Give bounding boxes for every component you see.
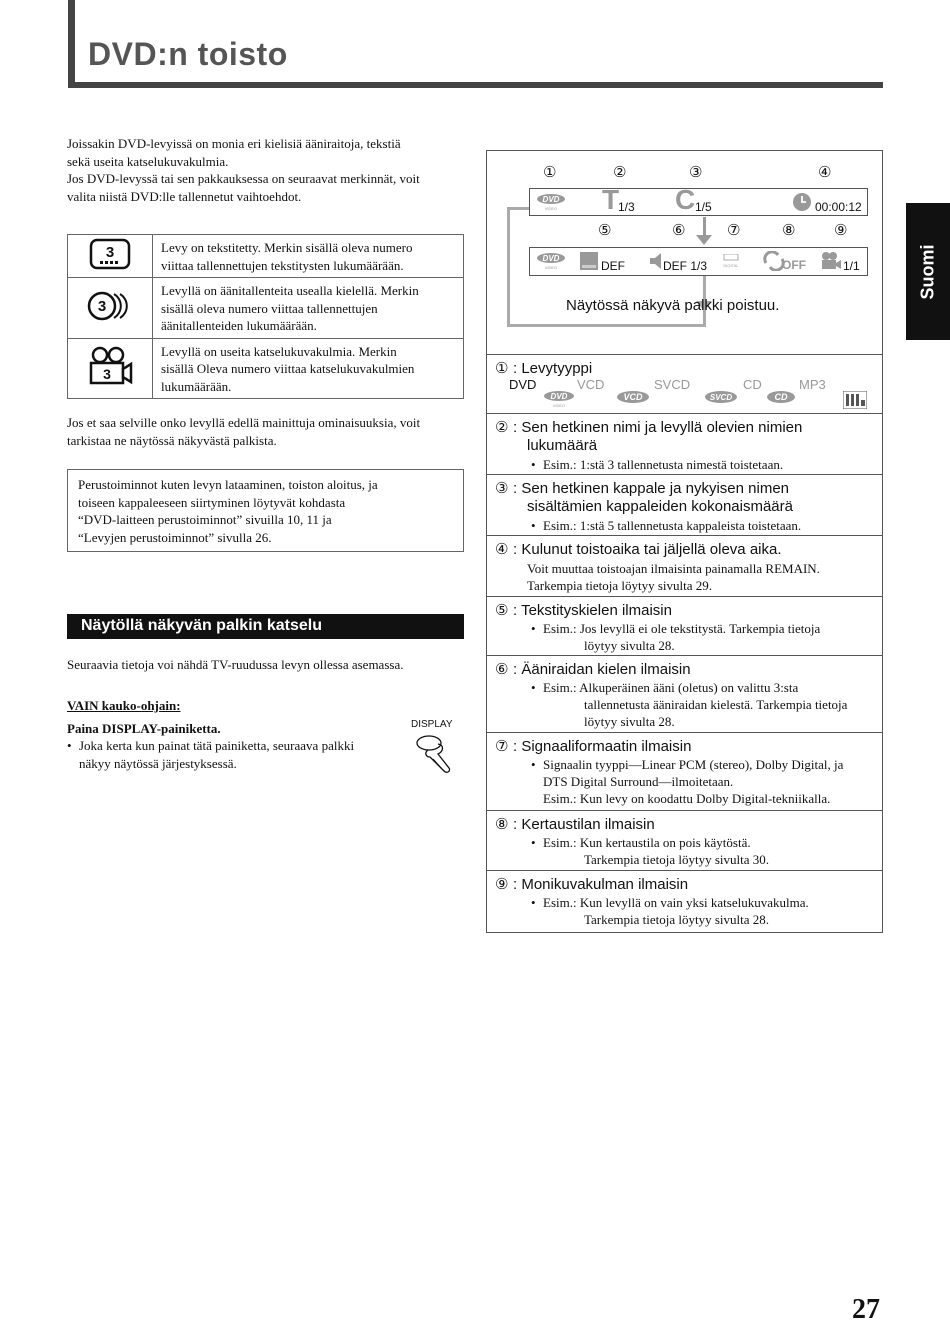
section-heading-text: Näytöllä näkyvän palkin katselu <box>81 617 322 634</box>
legend-item-9: ⑨ : Monikuvakulman ilmaisin • Esim.: Kun levyllä on vain yksi katselukuvakulma. Tarkempia tietoja löytyy sivulta 28. <box>487 870 882 933</box>
legend-number: ④ <box>495 540 509 558</box>
page-title: DVD:n toisto <box>88 36 288 72</box>
remote-only-label: VAIN kauko-ohjain: <box>67 698 181 713</box>
legend-heading: Kulunut toistoaika tai jäljellä oleva aika. <box>521 541 782 558</box>
display-button-label: DISPLAY <box>411 719 453 730</box>
svcd-disc-logo-icon <box>703 389 739 409</box>
osd-angle-value: 1/1 <box>843 259 860 273</box>
display-button-press-icon <box>414 731 458 775</box>
osd-title-value: 1/3 <box>618 200 635 214</box>
osd-caption: Näytössä näkyvä palkki poistuu. <box>566 297 780 314</box>
legend-example: Esim.: 1:stä 5 tallennetusta kappaleista toistetaan. <box>543 518 802 533</box>
clock-icon <box>792 192 812 212</box>
subtitle-indicator-icon <box>580 252 598 270</box>
legend-heading: Kertaustilan ilmaisin <box>521 816 655 833</box>
legend-item-5: ⑤ : Tekstityskielen ilmaisin • Esim.: Jos levyllä ei ole tekstitystä. Tarkempia tietoja löytyy sivulta 28. <box>487 596 882 656</box>
mp3-icon <box>843 391 867 409</box>
legend-text: Signaalin tyyppi—Linear PCM (stereo), Dolby Digital, ja <box>543 757 844 772</box>
table-row <box>68 338 464 399</box>
legend-number: ① <box>495 359 509 377</box>
note-line: Perustoiminnot kuten levyn lataaminen, toiston aloitus, ja <box>78 477 378 492</box>
legend-text: Voit muuttaa toistoajan ilmaisinta painamalla REMAIN. <box>527 561 820 576</box>
svg-text:DIGITAL: DIGITAL <box>723 263 739 268</box>
dvd-video-logo-icon <box>536 192 566 212</box>
svg-text:DVD: DVD <box>542 254 560 263</box>
flow-line <box>507 324 706 327</box>
legend-heading: Sen hetkinen nimi ja levyllä olevien nimien <box>521 419 803 436</box>
camera-angle-icon <box>820 251 842 271</box>
osd-subtitle-value: DEF <box>601 259 625 273</box>
legend-item-2: ② : Sen hetkinen nimi ja levyllä olevien nimien lukumäärä • Esim.: 1:stä 3 tallennetusta nimestä toistetaan. <box>487 413 882 475</box>
table-row <box>68 278 464 339</box>
legend-number: ⑥ <box>495 660 509 678</box>
intro-line: Joissakin DVD-levyissä on monia eri kielisiä ääniraitoja, tekstiä <box>67 136 401 151</box>
intro-line: Jos DVD-levyssä tai sen pakkauksessa on seuraavat merkinnät, voit <box>67 171 420 186</box>
legend-example: Tarkempia tietoja löytyy sivulta 30. <box>584 852 770 867</box>
marker-5: ⑤ <box>598 221 612 239</box>
bullet-line: Joka kerta kun painat tätä painiketta, seuraava palkki <box>79 738 355 753</box>
note-line: toiseen kappaleeseen siirtyminen löytyvät kohdasta <box>78 494 346 510</box>
page-number: 27 <box>852 1294 880 1325</box>
legend-number: ⑧ <box>495 815 509 833</box>
legend-item-7: ⑦ : Signaaliformaatin ilmaisin • Signaalin tyyppi—Linear PCM (stereo), Dolby Digital, ja DTS Digital Surround—ilmoitetaan. Esim.: Kun levy on koodattu Dolby Digital-tekniikalla. <box>487 732 882 811</box>
legend-heading: Signaaliformaatin ilmaisin <box>521 738 692 755</box>
osd-chapter-value: 1/5 <box>695 200 712 214</box>
dvd-video-logo-icon <box>536 251 566 271</box>
display-bar-panel <box>486 150 883 933</box>
legend-example: löytyy sivulta 28. <box>584 714 675 729</box>
legend-number: ⑨ <box>495 875 509 893</box>
feature-description-line: Levy on tekstitetty. Merkin sisällä oleva numero <box>161 240 413 255</box>
bullet-line: näkyy näytössä järjestyksessä. <box>79 755 237 771</box>
onscreen-bar-2 <box>529 247 868 276</box>
legend-item-4: ④ : Kulunut toistoaika tai jäljellä oleva aika. Voit muuttaa toistoajan ilmaisinta painamalla REMAIN. Tarkempia tietoja löytyy sivulta 29. <box>487 535 882 597</box>
legend-example: Esim.: 1:stä 3 tallennetusta nimestä toistetaan. <box>543 457 784 472</box>
table-row <box>68 235 464 278</box>
osd-repeat-value: OFF <box>782 258 806 272</box>
feature-description-line: äänitallenteiden lukumäärään. <box>161 318 317 333</box>
svg-text:CD: CD <box>774 392 788 402</box>
disc-feature-table <box>67 234 464 399</box>
header-rule-vertical <box>68 0 75 88</box>
legend-heading: Tekstityskielen ilmaisin <box>521 602 672 619</box>
legend-number: ⑦ <box>495 737 509 755</box>
subtitle-icon <box>68 235 153 278</box>
marker-9: ⑨ <box>834 221 848 239</box>
legend-example: Esim.: Kun levy on koodattu Dolby Digital-tekniikalla. <box>543 791 831 806</box>
svg-text:VCD: VCD <box>623 392 643 402</box>
subtitle-icon-number: 3 <box>105 243 115 261</box>
disc-type-label: MP3 <box>799 377 826 392</box>
audio-icon <box>68 278 153 339</box>
check-paragraph <box>67 414 467 449</box>
legend-text: Tarkempia tietoja löytyy sivulta 29. <box>527 578 713 593</box>
legend-item-3: ③ : Sen hetkinen kappale ja nykyisen nimen sisältämien kappaleiden kokonaismäärä • Esim.: 1:stä 5 tallennetusta kappaleista toistetaan. <box>487 474 882 536</box>
legend-item-6: ⑥ : Ääniraidan kielen ilmaisin • Esim.: Alkuperäinen ääni (oletus) on valittu 3:sta tallennetusta ääniraidan kielestä. Tarkempia tietoja löytyy sivulta 28. <box>487 655 882 733</box>
marker-4: ④ <box>818 163 832 181</box>
feature-description-line: sisällä Oleva numero viittaa katselukuvakulmien <box>161 361 415 376</box>
marker-6: ⑥ <box>672 221 686 239</box>
svg-text:VIDEO: VIDEO <box>544 206 558 211</box>
osd-time-value: 00:00:12 <box>815 200 862 214</box>
legend-number: ③ <box>495 479 509 497</box>
feature-description-line: Levyllä on äänitallenteita usealla kielellä. Merkin <box>161 283 419 298</box>
legend-heading: Sen hetkinen kappale ja nykyisen nimen <box>521 480 790 497</box>
basic-operations-note <box>67 469 464 552</box>
onscreen-bar-diagram <box>487 151 882 355</box>
legend-item-1: ① : Levytyyppi DVD VCD SVCD CD MP3 DVD VIDEO VCD SVCD CD <box>487 354 882 414</box>
dvd-disc-logo-icon <box>542 389 576 409</box>
intro-line: sekä useita katselukuvakulmia. <box>67 153 229 169</box>
header-rule-horizontal <box>68 82 883 88</box>
legend-text: DTS Digital Surround—ilmoitetaan. <box>543 774 734 789</box>
legend-example: Esim.: Jos levyllä ei ole tekstitystä. Tarkempia tietoja <box>543 621 821 636</box>
cd-disc-logo-icon <box>765 389 797 409</box>
feature-description-line: sisällä oleva numero viittaa tallennettujen <box>161 300 378 316</box>
legend-heading-cont: lukumäärä <box>527 437 598 454</box>
check-line: tarkistaa ne näytössä näkyvästä palkista. <box>67 432 277 448</box>
note-line: “Levyjen perustoiminnot” sivulla 26. <box>78 529 272 545</box>
marker-3: ③ <box>689 163 703 181</box>
legend-example: löytyy sivulta 28. <box>584 638 675 653</box>
marker-7: ⑦ <box>727 221 741 239</box>
legend-example: Esim.: Kun levyllä on vain yksi katselukuvakulma. <box>543 895 809 910</box>
svg-text:DVD: DVD <box>542 195 560 204</box>
legend-item-8: ⑧ : Kertaustilan ilmaisin • Esim.: Kun kertaustila on pois käytöstä. Tarkempia tietoja löytyy sivulta 30. <box>487 810 882 871</box>
display-bullet-text <box>79 737 409 772</box>
disc-type-label: CD <box>743 377 762 392</box>
bullet-marker: • <box>67 738 72 753</box>
dolby-digital-icon <box>716 254 746 270</box>
osd-audio-value: DEF 1/3 <box>663 259 708 273</box>
disc-type-label: VCD <box>577 377 605 392</box>
section-heading <box>67 614 464 639</box>
marker-8: ⑧ <box>782 221 796 239</box>
marker-2: ② <box>613 163 627 181</box>
onscreen-bar-1 <box>529 184 868 216</box>
flow-line <box>507 207 510 327</box>
note-line: “DVD-laitteen perustoiminnot” sivuilla 10, 11 ja <box>78 512 332 527</box>
check-line: Jos et saa selville onko levyllä edellä mainittuja ominaisuuksia, voit <box>67 415 421 430</box>
legend-heading-cont: sisältämien kappaleiden kokonaismäärä <box>527 498 793 515</box>
svg-text:SVCD: SVCD <box>709 393 733 402</box>
vcd-disc-logo-icon <box>615 389 651 409</box>
legend-heading: Ääniraidan kielen ilmaisin <box>521 661 691 678</box>
flow-line <box>507 207 529 210</box>
chapter-icon: C <box>675 184 696 215</box>
legend-number: ② <box>495 418 509 436</box>
language-tab <box>906 203 950 340</box>
legend-example: tallennetusta ääniraidan kielestä. Tarkempia tietoja <box>584 697 848 712</box>
audio-icon-number: 3 <box>97 297 107 315</box>
svg-text:DVD: DVD <box>550 392 568 401</box>
disc-type-label: DVD <box>509 377 537 392</box>
svg-text:VIDEO: VIDEO <box>552 403 566 408</box>
intro-line: valita niistä DVD:lle tallennetut vaihtoehdot. <box>67 188 302 204</box>
feature-description-line: lukumäärään. <box>161 378 232 394</box>
legend-example: Tarkempia tietoja löytyy sivulta 28. <box>584 912 770 927</box>
flow-line <box>703 217 706 237</box>
disc-type-label: SVCD <box>654 377 691 392</box>
legend-example: Esim.: Kun kertaustila on pois käytöstä. <box>543 835 751 850</box>
marker-1: ① <box>543 163 557 181</box>
angle-icon-number: 3 <box>103 366 111 382</box>
legend-heading: Monikuvakulman ilmaisin <box>521 876 689 893</box>
legend-number: ⑤ <box>495 601 509 619</box>
press-display-instruction: Paina DISPLAY-painiketta. <box>67 721 221 736</box>
language-tab-label: Suomi <box>917 243 938 300</box>
feature-description-line: viittaa tallennettujen tekstitysten lukumäärään. <box>161 257 404 273</box>
intro-paragraph <box>67 135 467 205</box>
legend-example: Esim.: Alkuperäinen ääni (oletus) on valittu 3:sta <box>543 680 799 695</box>
section-description: Seuraavia tietoja voi nähdä TV-ruudussa levyn ollessa asemassa. <box>67 657 404 672</box>
flow-arrow <box>696 235 712 245</box>
svg-text:VIDEO: VIDEO <box>544 265 558 270</box>
angle-icon <box>68 338 153 399</box>
feature-description-line: Levyllä on useita katselukuvakulmia. Merkin <box>161 343 397 359</box>
legend-heading: Levytyyppi <box>521 360 593 377</box>
title-icon: T <box>602 184 620 215</box>
